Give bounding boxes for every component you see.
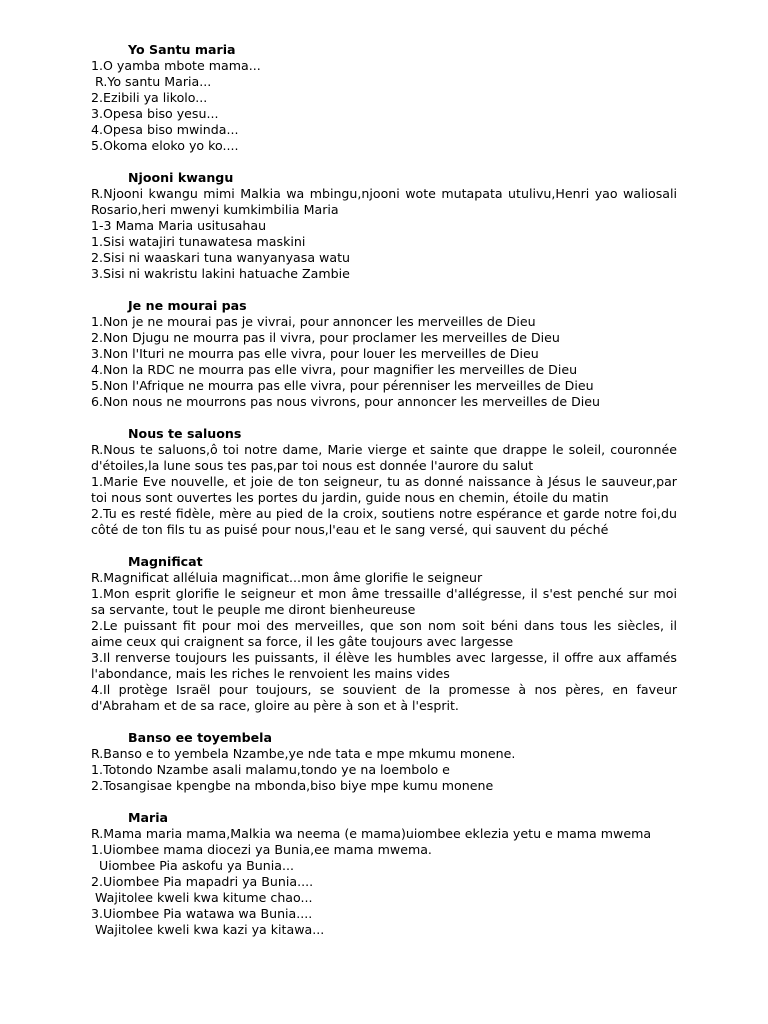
song-line: 3.Sisi ni wakristu lakini hatuache Zambie — [91, 266, 350, 281]
song-line: 5.Okoma eloko yo ko.... — [91, 138, 239, 153]
song-line: 1.Non je ne mourai pas je vivrai, pour annoncer les merveilles de Dieu — [91, 314, 536, 329]
song-title: Njooni kwangu — [128, 170, 234, 185]
song-line: 3.Non l'Ituri ne mourra pas elle vivra, pour louer les merveilles de Dieu — [91, 346, 539, 361]
song-title: Nous te saluons — [128, 426, 242, 441]
song-line: 3.Uiombee Pia watawa wa Bunia.... — [91, 906, 313, 921]
song-line: 4.Non la RDC ne mourra pas elle vivra, pour magnifier les merveilles de Dieu — [91, 362, 578, 377]
song-line: 2.Tosangisae kpengbe na mbonda,biso biye mpe kumu monene — [91, 778, 494, 793]
song-line: 1.Mon esprit glorifie le seigneur et mon âme tressaille d'allégresse, il s'est penché sur moi sa servante, tout le peuple me diront bienheureuse — [91, 586, 682, 617]
song-maria — [91, 810, 677, 938]
song-line: 2.Tu es resté fidèle, mère au pied de la croix, soutiens notre espérance et garde notre foi,du côté de ton fils tu as puisé pour nous,l'eau et le sang versé, qui sauvent du péché — [91, 506, 682, 537]
song-line: 1.Marie Eve nouvelle, et joie de ton seigneur, tu as donné naissance à Jésus le sauveur,par toi nous sont ouvertes les portes du jardin, guide nous en chemin, étoile du matin — [91, 474, 682, 505]
song-refrain: R.Njooni kwangu mimi Malkia wa mbingu,njooni wote mutapata utulivu,Henri yao waliosali Rosario,heri mwenyi kumkimbilia Maria — [91, 186, 682, 217]
song-title: Je ne mourai pas — [128, 298, 247, 313]
song-line: 3.Il renverse toujours les puissants, il élève les humbles avec largesse, il offre aux affamés l'abondance, mais les riches le renvoient les mains vides — [91, 650, 682, 681]
song-line: Uiombee Pia askofu ya Bunia... — [91, 858, 294, 873]
song-line: 1.Totondo Nzambe asali malamu,tondo ye na loembolo e — [91, 762, 450, 777]
song-line: 6.Non nous ne mourrons pas nous vivrons, pour annoncer les merveilles de Dieu — [91, 394, 600, 409]
song-line: Wajitolee kweli kwa kazi ya kitawa... — [91, 922, 325, 937]
song-title: Yo Santu maria — [128, 42, 236, 57]
song-line: 2.Sisi ni waaskari tuna wanyanyasa watu — [91, 250, 350, 265]
song-line: 1-3 Mama Maria usitusahau — [91, 218, 267, 233]
song-yo-santu-maria — [91, 42, 677, 154]
songbook-page — [91, 42, 682, 954]
song-line: 4.Opesa biso mwinda... — [91, 122, 239, 137]
song-line: Wajitolee kweli kwa kitume chao... — [91, 890, 313, 905]
song-line: 1.Sisi watajiri tunawatesa maskini — [91, 234, 306, 249]
song-njooni-kwangu — [91, 170, 682, 282]
song-line: 2.Uiombee Pia mapadri ya Bunia.... — [91, 874, 314, 889]
song-line: R.Yo santu Maria... — [91, 74, 212, 89]
song-refrain: R.Banso e to yembela Nzambe,ye nde tata e mpe mkumu monene. — [91, 746, 516, 761]
song-line: 2.Ezibili ya likolo... — [91, 90, 208, 105]
song-line: 1.O yamba mbote mama... — [91, 58, 261, 73]
song-magnificat — [91, 554, 682, 714]
song-line: 2.Le puissant fit pour moi des merveilles, que son nom soit béni dans tous les siècles, il aime ceux qui craignent sa force, il les gâte toujours avec largesse — [91, 618, 682, 649]
song-nous-te-saluons — [91, 426, 682, 538]
song-refrain: R.Magnificat alléluia magnificat...mon âme glorifie le seigneur — [91, 570, 483, 585]
song-refrain: R.Mama maria mama,Malkia wa neema (e mama)uiombee eklezia yetu e mama mwema — [91, 826, 652, 841]
song-banso-ee-toyembela — [91, 730, 677, 794]
song-line: 2.Non Djugu ne mourra pas il vivra, pour proclamer les merveilles de Dieu — [91, 330, 560, 345]
song-title: Maria — [128, 810, 169, 825]
song-line: 5.Non l'Afrique ne mourra pas elle vivra, pour pérenniser les merveilles de Dieu — [91, 378, 594, 393]
song-line: 4.Il protège Israël pour toujours, se souvient de la promesse à nos pères, en faveur d'Abraham et de sa race, gloire au père à son et à l'esprit. — [91, 682, 682, 713]
song-title: Banso ee toyembela — [128, 730, 272, 745]
song-title: Magnificat — [128, 554, 203, 569]
song-line: 1.Uiombee mama diocezi ya Bunia,ee mama mwema. — [91, 842, 432, 857]
song-refrain: R.Nous te saluons,ô toi notre dame, Marie vierge et sainte que drappe le soleil, couronnée d'étoiles,la lune sous tes pas,par toi nous est donnée l'aurore du salut — [91, 442, 682, 473]
song-line: 3.Opesa biso yesu... — [91, 106, 219, 121]
song-je-ne-mourai-pas — [91, 298, 677, 410]
